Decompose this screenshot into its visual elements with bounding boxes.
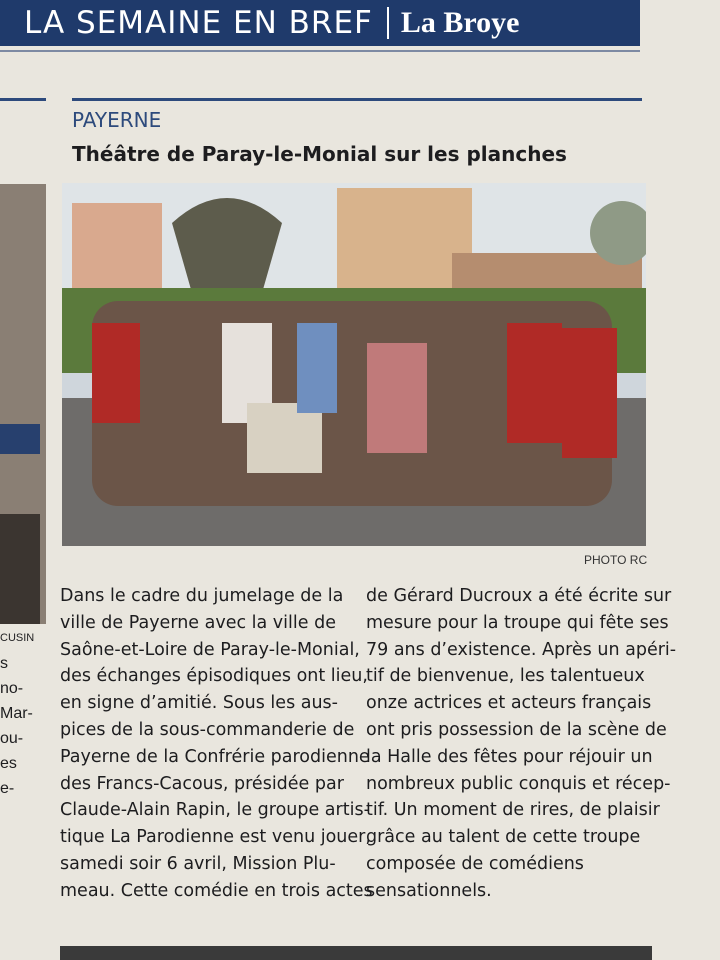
text-line: pices de la sous-commanderie de (60, 719, 355, 740)
text-line: Saône-et-Loire de Paray-le-Monial, (60, 639, 360, 660)
text-line: Claude-Alain Rapin, le groupe artis- (60, 800, 370, 821)
left-fragment: e- (0, 780, 15, 797)
section-banner (0, 0, 640, 46)
left-fragment: Mar- (0, 705, 33, 722)
left-fragment: es (0, 755, 17, 772)
text-line: Payerne de la Confrérie parodienne (60, 746, 370, 767)
left-fragment: ou- (0, 730, 24, 747)
article-headline: Théâtre de Paray-le-Monial sur les planches (72, 142, 567, 166)
text-line: mesure pour la troupe qui fête ses (366, 612, 669, 633)
text-line: tif. Un moment de rires, de plaisir (366, 800, 660, 821)
left-fragment: no- (0, 680, 24, 697)
text-line: onze actrices et acteurs français (366, 693, 652, 714)
left-column-photo (0, 184, 46, 624)
left-photo-credit: CUSIN (0, 632, 35, 644)
text-line: nombreux public conquis et récep- (366, 773, 671, 794)
text-line: sensationnels. (366, 880, 492, 901)
article-kicker: PAYERNE (72, 108, 162, 132)
group-photo (62, 183, 646, 546)
text-line: samedi soir 6 avril, Mission Plu- (60, 853, 336, 874)
banner-divider (387, 7, 389, 39)
text-line: ville de Payerne avec la ville de (60, 612, 336, 633)
text-line: des échanges épisodiques ont lieu, (60, 666, 368, 687)
text-line: de Gérard Ducroux a été écrite sur (366, 586, 672, 606)
text-line: Dans le cadre du jumelage de la (60, 586, 344, 606)
text-line: la Halle des fêtes pour réjouir un (366, 746, 653, 767)
top-rule (0, 50, 640, 52)
text-line: tique La Parodienne est venu jouer, (60, 827, 371, 848)
text-line: grâce au talent de cette troupe (366, 827, 641, 848)
article-column-left (60, 583, 373, 905)
text-line: en signe d’amitié. Sous les aus- (60, 693, 338, 714)
article-rule (72, 98, 642, 101)
photo-credit: PHOTO RC (584, 553, 648, 567)
section-title: LA SEMAINE EN BREF (24, 5, 373, 41)
text-line: ont pris possession de la scène de (366, 719, 667, 740)
text-line: tif de bienvenue, les talentueux (366, 666, 645, 687)
left-fragment: s (0, 655, 8, 672)
text-line: meau. Cette comédie en trois actes (60, 880, 373, 901)
left-column-rule (0, 98, 46, 101)
text-line: des Francs-Cacous, présidée par (60, 773, 344, 794)
newspaper-logo: La Broye (400, 6, 520, 39)
left-column-text (0, 626, 46, 801)
text-line: 79 ans d’existence. Après un apéri- (366, 639, 677, 660)
text-line: composée de comédiens (366, 853, 584, 874)
article-column-right (366, 583, 677, 905)
bottom-bar (60, 946, 652, 960)
